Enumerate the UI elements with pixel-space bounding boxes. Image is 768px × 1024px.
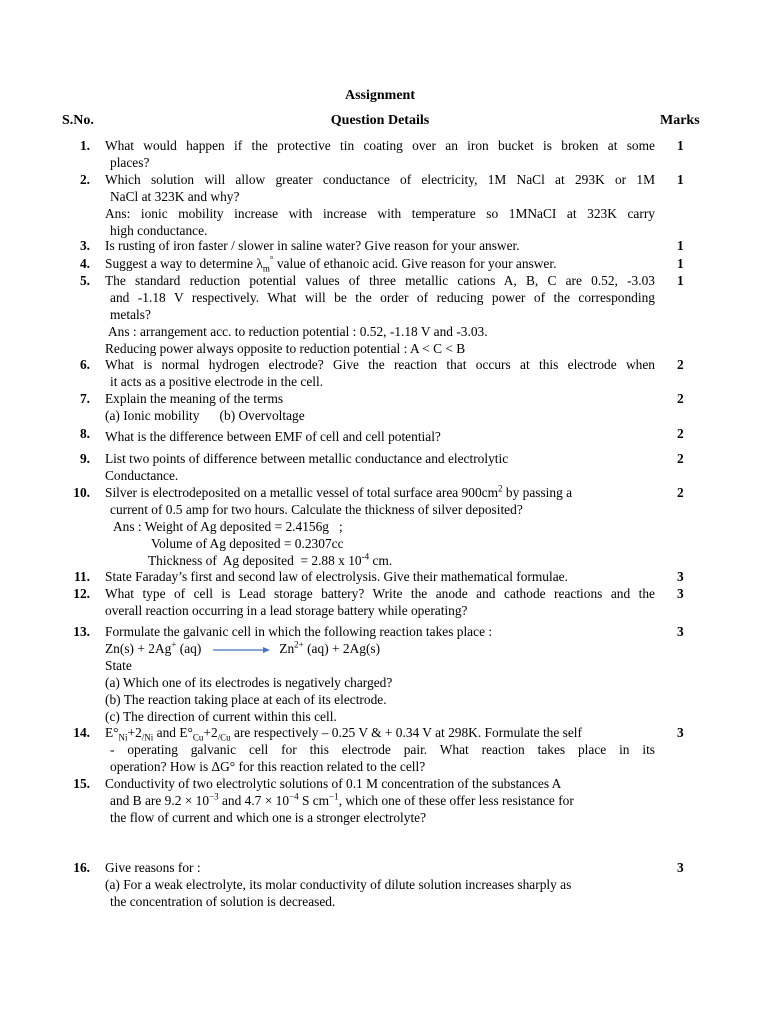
question-text: metals?: [110, 307, 151, 322]
question-text: The standard reduction potential values of three metallic cations A, B, C are 0.52, -3.03: [105, 273, 655, 288]
answer-text: Ans : arrangement acc. to reduction potential : 0.52, -1.18 V and -3.03.: [108, 324, 488, 339]
question-text: State Faraday’s first and second law of electrolysis. Give their mathematical formulae.: [105, 569, 568, 584]
reaction-arrow-icon: [213, 645, 271, 655]
question-number: 14.: [73, 725, 90, 740]
question-marks: 1: [677, 172, 684, 187]
answer-text: Thickness of Ag deposited = 2.88 x $10^{-4}$ cm.: [148, 551, 393, 568]
question-text: Formulate the galvanic cell in which the following reaction takes place :: [105, 624, 493, 639]
question-text: (a) Which one of its electrodes is negatively charged?: [105, 675, 393, 690]
column-header-marks: Marks: [660, 113, 700, 128]
question-number: 3.: [79, 238, 90, 253]
column-header-question: Question Details: [330, 113, 430, 128]
question-marks: 2: [677, 426, 684, 441]
question-text: and -1.18 V respectively. What will be the order of reducing power of the corresponding: [110, 290, 655, 305]
question-text: What type of cell is Lead storage battery? Write the anode and cathode reactions and the: [105, 586, 655, 601]
question-number: 2.: [79, 172, 90, 187]
question-marks: 2: [677, 357, 684, 372]
question-marks: 3: [677, 569, 684, 584]
question-marks: 1: [677, 238, 684, 253]
question-text: and B are $9.2 \times 10^{-3}$ and $4.7 \times 10^{-4}$ S $cm^{-1}$, which one of these offer less resistance for: [110, 791, 574, 808]
question-text: Conductivity of two electrolytic solutions of 0.1 M concentration of the substances A: [105, 776, 562, 791]
question-text: Conductance.: [105, 468, 179, 483]
question-marks: 1: [677, 256, 684, 271]
question-text: Explain the meaning of the terms: [105, 391, 284, 406]
answer-text: high conductance.: [110, 223, 208, 238]
question-text: the concentration of solution is decreased.: [110, 894, 336, 909]
question-text: (a) For a weak electrolyte, its molar conductivity of dilute solution increases sharply as: [105, 877, 572, 892]
question-number: 8.: [79, 426, 90, 441]
question-marks: 2: [677, 451, 684, 466]
question-number: 16.: [73, 860, 90, 875]
question-text: current of 0.5 amp for two hours. Calculate the thickness of silver deposited?: [110, 502, 523, 517]
question-marks: 3: [677, 586, 684, 601]
document-title: Assignment: [344, 88, 415, 103]
column-header-sno: S.No.: [62, 113, 94, 128]
question-marks: 1: [677, 138, 684, 153]
question-text: List two points of difference between metallic conductance and electrolytic: [105, 451, 509, 466]
question-text: (b) The reaction taking place at each of its electrode.: [105, 692, 387, 707]
question-number: 5.: [79, 273, 90, 288]
question-marks: 3: [677, 624, 684, 639]
question-number: 15.: [73, 776, 90, 791]
question-number: 1.: [79, 138, 90, 153]
question-marks: 1: [677, 273, 684, 288]
question-text: What is the difference between EMF of cell and cell potential?: [105, 429, 441, 444]
question-text: overall reaction occurring in a lead storage battery while operating?: [105, 603, 468, 618]
question-number: 6.: [79, 357, 90, 372]
question-text: $E^\circ_{Ni}+2_{/Ni}$ and $E^\circ_{Cu}+2_{/Cu}$ are respectively – 0.25 V & + 0.34 V at 298K. Formulate the self: [105, 725, 582, 743]
question-number: 11.: [74, 569, 90, 584]
question-number: 13.: [73, 624, 90, 639]
question-text: - operating galvanic cell for this electrode pair. What reaction takes place in its: [110, 742, 655, 757]
question-text: What would happen if the protective tin coating over an iron bucket is broken at some: [105, 138, 655, 153]
question-number: 10.: [73, 485, 90, 500]
question-marks: 2: [677, 391, 684, 406]
question-text: NaCl at 323K and why?: [110, 189, 240, 204]
question-number: 9.: [79, 451, 90, 466]
question-text: (c) The direction of current within this cell.: [105, 709, 337, 724]
question-text: (a) Ionic mobility (b) Overvoltage: [105, 408, 305, 423]
answer-text: Volume of Ag deposited = 0.2307cc: [151, 536, 344, 551]
question-text: State: [105, 658, 132, 673]
lambda-symbol: λ: [256, 256, 263, 271]
question-text: Give reasons for :: [105, 860, 201, 875]
question-text: Silver is electrodeposited on a metallic vessel of total surface area $900cm^2$ by passing a: [105, 483, 573, 500]
question-text: Which solution will allow greater conductance of electricity, 1M NaCl at 293K or 1M: [105, 172, 655, 187]
answer-text: Reducing power always opposite to reduction potential : A < C < B: [105, 341, 466, 356]
question-number: 7.: [79, 391, 90, 406]
reaction-equation: Zn(s) + 2Ag+ (aq) $Zn^{2+}$ (aq) + 2Ag(s): [105, 639, 381, 656]
question-marks: 2: [677, 485, 684, 500]
question-number: 4.: [79, 256, 90, 271]
answer-text: Ans: ionic mobility increase with increase with temperature so 1MNaCI at 323K carry: [105, 206, 655, 221]
question-number: 12.: [73, 586, 90, 601]
question-marks: 3: [677, 725, 684, 740]
question-text: the flow of current and which one is a stronger electrolyte?: [110, 810, 427, 825]
question-text: What is normal hydrogen electrode? Give the reaction that occurs at this electrode when: [105, 357, 655, 372]
question-text: Is rusting of iron faster / slower in saline water? Give reason for your answer.: [105, 238, 520, 253]
question-text: places?: [110, 155, 150, 170]
question-text: Suggest a way to determine $\lambda_m^\circ$ value of ethanoic acid. Give reason for your answer.: [105, 254, 557, 274]
question-text: it acts as a positive electrode in the cell.: [110, 374, 324, 389]
question-marks: 3: [677, 860, 684, 875]
question-text: operation? How is ΔG° for this reaction related to the cell?: [110, 759, 426, 774]
answer-text: Ans : Weight of Ag deposited = 2.4156g ;: [113, 519, 343, 534]
